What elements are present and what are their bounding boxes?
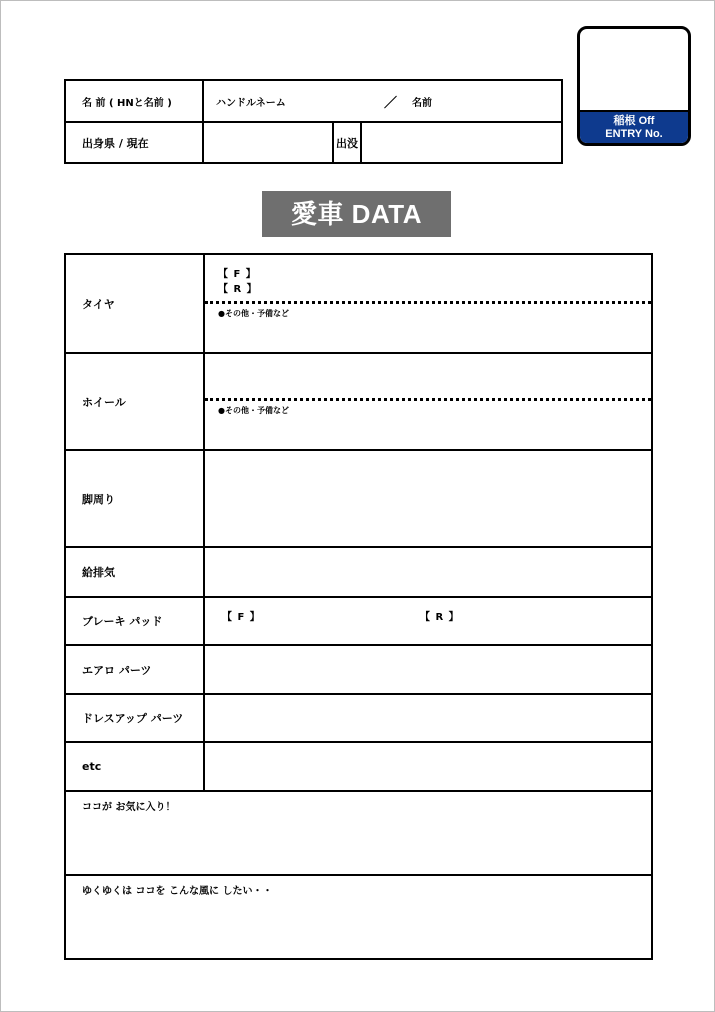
favorite-field[interactable] (66, 792, 651, 874)
etc-field[interactable] (205, 743, 651, 790)
name-field-label: 名前 (412, 97, 432, 109)
car-data-table (64, 253, 653, 960)
car-data-title: 愛車 DATA (262, 191, 451, 237)
tire-front-label: 【 F 】 (218, 269, 257, 280)
dressup-parts-label: ドレスアップ パーツ (82, 712, 184, 725)
etc-label: etc (82, 760, 102, 773)
profile-table (64, 79, 563, 164)
frequent-label: 出没 (336, 136, 358, 150)
tire-label: タイヤ (82, 297, 115, 311)
aero-parts-label: エアロ パーツ (82, 663, 152, 677)
aero-parts-field[interactable] (205, 646, 651, 693)
origin-field[interactable] (204, 123, 332, 162)
entry-label-line1: 稲根 Off (613, 115, 655, 127)
frequent-field[interactable] (362, 123, 561, 162)
brake-front-label: 【 F 】 (222, 612, 261, 623)
suspension-label: 脚周り (82, 492, 115, 506)
brake-rear-label: 【 R 】 (420, 612, 460, 623)
tire-note-label: ●その他・予備など (218, 309, 289, 318)
brake-pad-field[interactable] (205, 598, 651, 644)
brake-pad-label: ブレーキ パッド (82, 615, 163, 628)
entry-label (580, 110, 688, 143)
future-plans-label: ゆくゆくは ココを こんな風に したい・・ (82, 886, 273, 897)
dressup-parts-field[interactable] (205, 695, 651, 741)
intake-exhaust-field[interactable] (205, 548, 651, 596)
wheel-field[interactable] (205, 354, 651, 449)
tire-dotted-divider (205, 301, 651, 304)
tire-field[interactable] (205, 255, 651, 352)
wheel-label: ホイール (82, 395, 126, 409)
slash-separator: ／ (384, 95, 398, 111)
tire-rear-label: 【 R 】 (218, 284, 258, 295)
favorite-label: ココが お気に入り！ (82, 802, 176, 813)
entry-number-box[interactable] (577, 26, 691, 146)
wheel-dotted-divider (205, 398, 651, 401)
future-plans-field[interactable] (66, 876, 651, 958)
handle-name-field[interactable] (204, 81, 561, 121)
suspension-field[interactable] (205, 451, 651, 546)
entry-label-line2: ENTRY No. (605, 128, 663, 140)
name-label: 名 前 ( HNと名前 ) (82, 97, 172, 109)
intake-exhaust-label: 給排気 (82, 566, 115, 579)
origin-label: 出身県 / 現在 (82, 136, 149, 150)
wheel-note-label: ●その他・予備など (218, 406, 289, 415)
handle-name-label: ハンドルネーム (216, 97, 286, 109)
